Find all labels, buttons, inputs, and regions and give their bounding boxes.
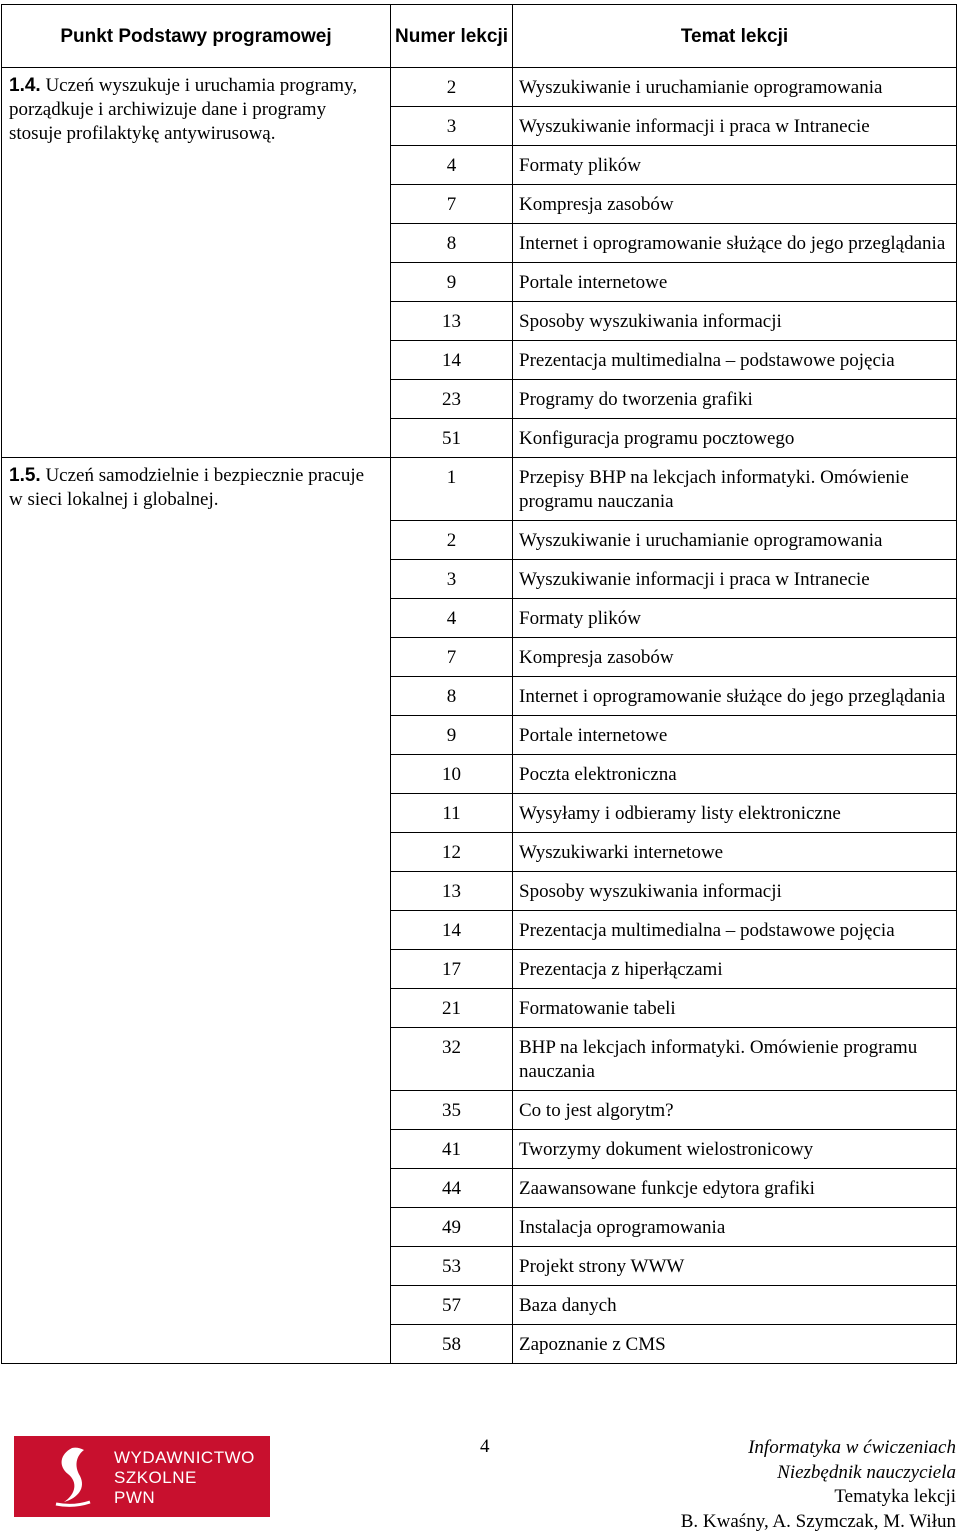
lesson-number: 7 (391, 185, 513, 224)
lesson-topic: Wyszukiwanie i uruchamianie oprogramowania (513, 68, 957, 107)
lesson-topic: Przepisy BHP na lekcjach informatyki. Omówienie programu nauczania (513, 458, 957, 521)
lesson-number: 2 (391, 68, 513, 107)
lesson-topic: BHP na lekcjach informatyki. Omówienie programu nauczania (513, 1028, 957, 1091)
lesson-topic: Wyszukiwanie informacji i praca w Intranecie (513, 560, 957, 599)
page-footer (0, 1420, 960, 1530)
lesson-number: 44 (391, 1169, 513, 1208)
lesson-number: 57 (391, 1286, 513, 1325)
lesson-number: 8 (391, 677, 513, 716)
lesson-number: 9 (391, 263, 513, 302)
authors: B. Kwaśny, A. Szymczak, M. Wiłun (681, 1510, 956, 1534)
standard-text: Uczeń wyszukuje i uruchamia programy, porządkuje i archiwizuje dane i programy stosuje profilaktykę antywirusową. (9, 75, 357, 144)
lesson-topic: Wyszukiwarki internetowe (513, 833, 957, 872)
logo-line-3: PWN (114, 1488, 255, 1508)
lesson-topic: Zaawansowane funkcje edytora grafiki (513, 1169, 957, 1208)
standard-text: Uczeń samodzielnie i bezpiecznie pracuje w sieci lokalnej i globalnej. (9, 465, 364, 510)
table-row (2, 458, 957, 521)
lesson-topic: Kompresja zasobów (513, 185, 957, 224)
lesson-topic: Konfiguracja programu pocztowego (513, 419, 957, 458)
lesson-number: 12 (391, 833, 513, 872)
lesson-topic: Co to jest algorytm? (513, 1091, 957, 1130)
section-name: Tematyka lekcji (681, 1485, 956, 1510)
header-lesson-number: Numer lekcji (391, 5, 513, 68)
logo-line-1: WYDAWNICTWO (114, 1448, 255, 1468)
lesson-topic: Prezentacja multimedialna – podstawowe pojęcia (513, 911, 957, 950)
lesson-number: 51 (391, 419, 513, 458)
lesson-number: 58 (391, 1325, 513, 1364)
lesson-topic: Formaty plików (513, 146, 957, 185)
lesson-number: 32 (391, 1028, 513, 1091)
standard-cell (2, 68, 391, 458)
publisher-logo (14, 1436, 270, 1517)
lesson-number: 3 (391, 107, 513, 146)
lesson-topic: Wyszukiwanie i uruchamianie oprogramowania (513, 521, 957, 560)
lesson-number: 14 (391, 911, 513, 950)
lesson-topic: Tworzymy dokument wielostronicowy (513, 1130, 957, 1169)
page-number: 4 (480, 1436, 490, 1458)
lesson-topic: Portale internetowe (513, 716, 957, 755)
lesson-topic: Internet i oprogramowanie służące do jego przeglądania (513, 224, 957, 263)
lesson-topic: Formaty plików (513, 599, 957, 638)
lesson-topic: Sposoby wyszukiwania informacji (513, 872, 957, 911)
lesson-number: 13 (391, 302, 513, 341)
lesson-topic: Programy do tworzenia grafiki (513, 380, 957, 419)
lesson-topic: Prezentacja multimedialna – podstawowe pojęcia (513, 341, 957, 380)
standard-cell (2, 458, 391, 1364)
lesson-number: 4 (391, 599, 513, 638)
book-subtitle: Niezbędnik nauczyciela (681, 1461, 956, 1486)
lesson-number: 9 (391, 716, 513, 755)
lesson-topic: Formatowanie tabeli (513, 989, 957, 1028)
lesson-number: 11 (391, 794, 513, 833)
lesson-number: 7 (391, 638, 513, 677)
header-standard: Punkt Podstawy programowej (2, 5, 391, 68)
lesson-number: 8 (391, 224, 513, 263)
lesson-number: 3 (391, 560, 513, 599)
lesson-topic: Instalacja oprogramowania (513, 1208, 957, 1247)
lesson-number: 4 (391, 146, 513, 185)
lesson-number: 17 (391, 950, 513, 989)
lesson-number: 23 (391, 380, 513, 419)
lesson-topic: Projekt strony WWW (513, 1247, 957, 1286)
lesson-topic: Poczta elektroniczna (513, 755, 957, 794)
lesson-number: 1 (391, 458, 513, 521)
lesson-topic: Zapoznanie z CMS (513, 1325, 957, 1364)
lesson-number: 13 (391, 872, 513, 911)
lesson-number: 41 (391, 1130, 513, 1169)
lesson-topic: Baza danych (513, 1286, 957, 1325)
lesson-number: 14 (391, 341, 513, 380)
standard-code: 1.4. (9, 75, 41, 96)
lesson-number: 35 (391, 1091, 513, 1130)
pwn-swan-icon (42, 1444, 102, 1510)
lesson-number: 2 (391, 521, 513, 560)
lesson-topic: Portale internetowe (513, 263, 957, 302)
book-title: Informatyka w ćwiczeniach (681, 1436, 956, 1461)
lesson-number: 10 (391, 755, 513, 794)
header-topic: Temat lekcji (513, 5, 957, 68)
footer-credits (681, 1436, 956, 1534)
lesson-number: 49 (391, 1208, 513, 1247)
standard-code: 1.5. (9, 465, 41, 486)
lesson-number: 21 (391, 989, 513, 1028)
curriculum-table (1, 4, 957, 1364)
table-row (2, 68, 957, 107)
table-body (2, 68, 957, 1364)
lesson-topic: Wysyłamy i odbieramy listy elektroniczne (513, 794, 957, 833)
lesson-topic: Kompresja zasobów (513, 638, 957, 677)
lesson-topic: Prezentacja z hiperłączami (513, 950, 957, 989)
lesson-topic: Sposoby wyszukiwania informacji (513, 302, 957, 341)
logo-line-2: SZKOLNE (114, 1468, 255, 1488)
lesson-number: 53 (391, 1247, 513, 1286)
lesson-topic: Wyszukiwanie informacji i praca w Intranecie (513, 107, 957, 146)
lesson-topic: Internet i oprogramowanie służące do jego przeglądania (513, 677, 957, 716)
table-header-row (2, 5, 957, 68)
